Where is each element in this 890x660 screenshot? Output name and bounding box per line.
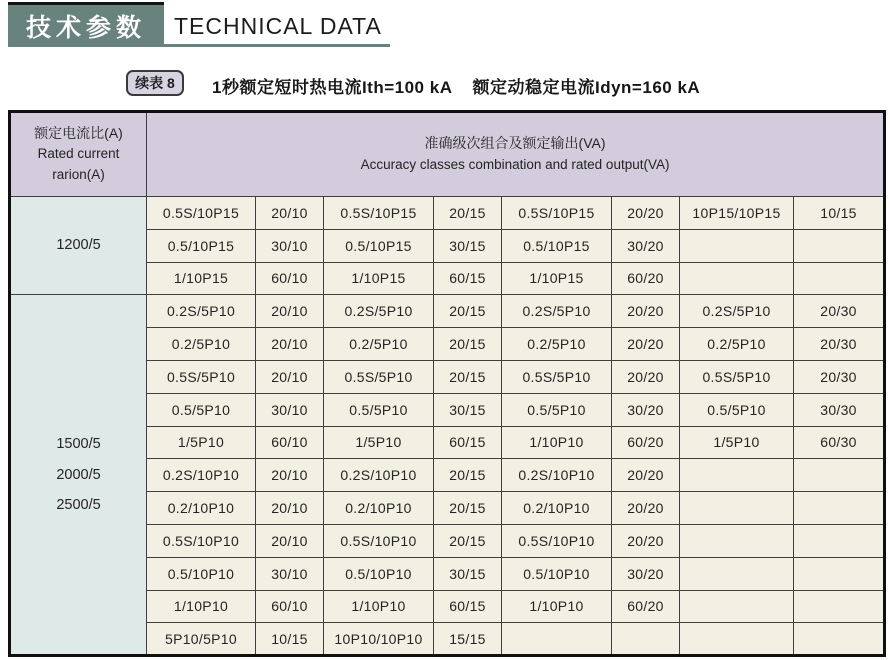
- header-accuracy-classes-en: Accuracy classes combination and rated output(VA): [360, 156, 670, 172]
- table-cell: 20/20: [612, 197, 680, 230]
- table-cell: 30/20: [612, 229, 680, 262]
- table-cell: 1/5P10: [147, 426, 256, 459]
- technical-data-table: [8, 110, 886, 657]
- table-cell: 20/20: [612, 524, 680, 557]
- table-cell: 20/10: [256, 197, 324, 230]
- header-rated-current-ratio-zh: 额定电流比(A): [34, 124, 123, 141]
- table-cell: [680, 262, 794, 295]
- header-accuracy-classes-zh: 准确级次组合及额定输出(VA): [424, 135, 606, 152]
- table-cell: 20/30: [794, 328, 885, 361]
- table-cell: [794, 557, 885, 590]
- table-cell: 0.5/10P15: [502, 229, 612, 262]
- continued-table-badge: [126, 70, 184, 96]
- table-cell: 0.2S/5P10: [147, 295, 256, 328]
- table-header: [10, 112, 885, 197]
- table-cell: 1/10P15: [324, 262, 434, 295]
- table-cell: 0.5/5P10: [502, 393, 612, 426]
- section-badge: [8, 2, 164, 47]
- table-cell: 1/10P15: [147, 262, 256, 295]
- table-cell: 20/10: [256, 360, 324, 393]
- title-underline: [164, 44, 390, 47]
- table-cell: 30/15: [434, 229, 502, 262]
- table-cell: [680, 492, 794, 525]
- table-cell: 60/15: [434, 426, 502, 459]
- table-cell: [680, 590, 794, 623]
- table-cell: 1/10P15: [502, 262, 612, 295]
- table-cell: 0.2S/10P10: [502, 459, 612, 492]
- table-cell: 20/15: [434, 524, 502, 557]
- table-cell: [680, 229, 794, 262]
- table-cell: 20/15: [434, 295, 502, 328]
- table-cell: 0.5/10P15: [147, 229, 256, 262]
- table-cell: 20/30: [794, 295, 885, 328]
- table-cell: 0.5S/5P10: [324, 360, 434, 393]
- table-cell: 60/10: [256, 262, 324, 295]
- table-cell: [680, 524, 794, 557]
- table-cell: 20/15: [434, 197, 502, 230]
- table-cell: 20/15: [434, 360, 502, 393]
- table-cell: 0.5/10P10: [502, 557, 612, 590]
- table-cell: 0.5S/10P10: [147, 524, 256, 557]
- table-cell: 30/10: [256, 557, 324, 590]
- table-cell: 20/30: [794, 360, 885, 393]
- continued-table-badge-label: 续表 8: [135, 75, 175, 91]
- table-cell: 20/10: [256, 328, 324, 361]
- table-cell: [502, 623, 612, 656]
- table-cell: 0.5S/5P10: [680, 360, 794, 393]
- table-body: [10, 197, 885, 656]
- table-cell: 20/10: [256, 524, 324, 557]
- table-cell: 0.2/10P10: [147, 492, 256, 525]
- table-cell: 30/15: [434, 393, 502, 426]
- table-cell: 15/15: [434, 623, 502, 656]
- table-row: [10, 295, 885, 328]
- table-cell: 0.2S/10P10: [324, 459, 434, 492]
- table-cell: 30/20: [612, 393, 680, 426]
- table-cell: [794, 262, 885, 295]
- table-cell: 60/15: [434, 590, 502, 623]
- table-cell: 30/15: [434, 557, 502, 590]
- header-rated-current-ratio-en1: Rated current: [37, 146, 120, 162]
- header-rated-current-ratio-en2: rarion(A): [52, 167, 105, 183]
- table-cell: 60/20: [612, 590, 680, 623]
- table-cell: 0.2/5P10: [147, 328, 256, 361]
- dynamic-current-rating: 额定动稳定电流Idyn=160 kA: [472, 78, 701, 97]
- table-cell: 0.5S/10P15: [147, 197, 256, 230]
- table-cell: 0.5S/10P15: [502, 197, 612, 230]
- table-cell: 20/15: [434, 492, 502, 525]
- table-cell: 20/20: [612, 459, 680, 492]
- table-cell: 1/10P10: [502, 590, 612, 623]
- table-cell: 60/30: [794, 426, 885, 459]
- table-cell: 0.2S/5P10: [324, 295, 434, 328]
- table-cell: 5P10/5P10: [147, 623, 256, 656]
- section-title: TECHNICAL DATA: [174, 13, 382, 39]
- table-cell: 20/10: [256, 459, 324, 492]
- table-cell: 0.5S/10P10: [502, 524, 612, 557]
- ratio-value: 2500/5: [56, 496, 101, 513]
- table-cell: 20/20: [612, 328, 680, 361]
- table-cell: 20/15: [434, 459, 502, 492]
- section-badge-label: 技术参数: [25, 14, 146, 42]
- table-cell: 0.5/10P10: [147, 557, 256, 590]
- table-cell: 1/10P10: [324, 590, 434, 623]
- thermal-current-rating: 1秒额定短时热电流Ith=100 kA: [212, 78, 453, 97]
- table-cell: [794, 492, 885, 525]
- table-cell: 10/15: [794, 197, 885, 230]
- header-rated-current-ratio: [10, 112, 147, 197]
- table-cell: 0.2S/5P10: [502, 295, 612, 328]
- table-cell: 30/10: [256, 393, 324, 426]
- table-cell: 1/10P10: [502, 426, 612, 459]
- ratio-value: 1500/5: [56, 436, 101, 453]
- table-cell: 0.2/10P10: [502, 492, 612, 525]
- table-cell: [794, 524, 885, 557]
- table-cell: 0.5/5P10: [324, 393, 434, 426]
- table-cell: 0.5S/10P15: [324, 197, 434, 230]
- table-cell: 0.2/5P10: [324, 328, 434, 361]
- header-row: [10, 112, 885, 197]
- table-cell: 60/20: [612, 262, 680, 295]
- table-cell: [612, 623, 680, 656]
- table-cell: 20/20: [612, 492, 680, 525]
- table-cell: [794, 590, 885, 623]
- table-cell: 60/10: [256, 590, 324, 623]
- table-cell: [680, 557, 794, 590]
- table-cell: 20/20: [612, 295, 680, 328]
- table-cell: 1/5P10: [680, 426, 794, 459]
- table-cell: 0.5/10P15: [324, 229, 434, 262]
- table-cell: 60/10: [256, 426, 324, 459]
- table-cell: 1/10P10: [147, 590, 256, 623]
- table-cell: [680, 623, 794, 656]
- table-cell: 0.5/10P10: [324, 557, 434, 590]
- table-cell: 0.2/5P10: [680, 328, 794, 361]
- table-cell: 10P15/10P15: [680, 197, 794, 230]
- table-cell: [794, 229, 885, 262]
- table-cell: 0.2S/10P10: [147, 459, 256, 492]
- table-cell: 0.2/10P10: [324, 492, 434, 525]
- table-cell: 20/10: [256, 295, 324, 328]
- header-accuracy-classes: [147, 112, 885, 197]
- ratio-group-cell: [10, 197, 147, 295]
- table-cell: 0.2S/5P10: [680, 295, 794, 328]
- table-cell: 0.5/5P10: [147, 393, 256, 426]
- table-cell: 0.2/5P10: [502, 328, 612, 361]
- table-cell: [680, 459, 794, 492]
- table-cell: 60/15: [434, 262, 502, 295]
- table-cell: 20/10: [256, 492, 324, 525]
- ratings-subtitle: [212, 73, 700, 98]
- table-row: [10, 197, 885, 230]
- table-cell: 30/10: [256, 229, 324, 262]
- table-cell: 0.5S/10P10: [324, 524, 434, 557]
- table-cell: 10/15: [256, 623, 324, 656]
- table-cell: [794, 459, 885, 492]
- ratio-group-cell: [10, 295, 147, 656]
- table-cell: 0.5S/5P10: [147, 360, 256, 393]
- table-cell: [794, 623, 885, 656]
- table-cell: 20/15: [434, 328, 502, 361]
- table-cell: 0.5S/5P10: [502, 360, 612, 393]
- table-cell: 30/30: [794, 393, 885, 426]
- table-cell: 1/5P10: [324, 426, 434, 459]
- table-cell: 30/20: [612, 557, 680, 590]
- table-cell: 10P10/10P10: [324, 623, 434, 656]
- ratio-value: 1200/5: [56, 237, 101, 254]
- table-cell: 0.5/5P10: [680, 393, 794, 426]
- table-cell: 60/20: [612, 426, 680, 459]
- table-cell: 20/20: [612, 360, 680, 393]
- ratio-value: 2000/5: [56, 466, 101, 483]
